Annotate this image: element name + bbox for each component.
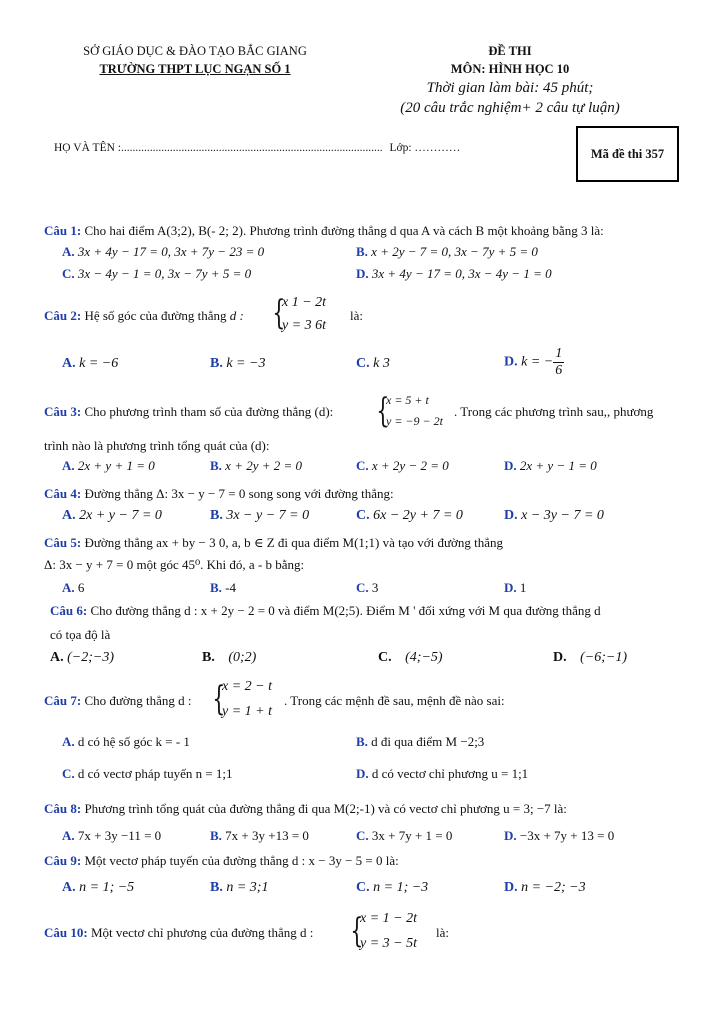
option-5c[interactable] (356, 580, 378, 596)
option-value: 7x + 3y +13 = 0 (225, 828, 309, 843)
system-line-2: y = −9 − 2t (386, 414, 443, 428)
option-key: C. (356, 828, 369, 843)
brace-icon: { (376, 391, 390, 431)
option-value: 6x − 2y + 7 = 0 (373, 508, 463, 523)
option-value: -4 (225, 580, 237, 595)
option-5b[interactable] (210, 580, 236, 596)
option-8c[interactable] (356, 828, 452, 844)
question-5 (44, 535, 682, 551)
option-value: 2x + y − 7 = 0 (79, 508, 162, 523)
option-key: D. (553, 650, 567, 665)
question-label: Câu 3: (44, 404, 82, 419)
option-key: B. (210, 880, 223, 895)
option-value: k = −6 (79, 356, 119, 371)
option-key: C. (356, 508, 370, 523)
option-9a[interactable] (62, 880, 134, 896)
option-key: D. (504, 508, 518, 523)
option-value: (−6;−1) (580, 650, 628, 665)
option-key: D. (504, 880, 518, 895)
option-7b[interactable] (356, 734, 484, 750)
question-10 (44, 925, 313, 941)
question-4 (44, 486, 394, 502)
option-key: A. (62, 880, 76, 895)
option-key: A. (62, 458, 75, 473)
option-value: k = − (521, 354, 554, 370)
option-value: 1 (519, 580, 527, 595)
question-text: Cho đường thẳng d : (84, 693, 192, 708)
option-key: B. (202, 650, 215, 665)
option-key: C. (356, 458, 369, 473)
option-value: x + 2y − 2 = 0 (371, 458, 449, 473)
option-key: B. (356, 244, 368, 259)
option-key: D. (356, 766, 369, 781)
question-6 (50, 603, 601, 619)
option-2c[interactable] (356, 356, 390, 372)
option-4c[interactable] (356, 508, 463, 524)
question-text: Phương trình tổng quát của đường thẳng đi qua M(2;-1) và có vectơ chỉ phương u = 3; −7 là: (84, 801, 567, 816)
question-line-2: Δ: 3x − y + 7 = 0 một góc 45⁰. Khi đó, a - b bằng: (44, 557, 305, 572)
question-3 (44, 404, 333, 420)
option-3b[interactable] (210, 458, 302, 474)
option-key: D. (504, 580, 517, 595)
option-value: 2x + y − 1 = 0 (519, 458, 597, 473)
option-key: D. (504, 828, 517, 843)
question-label: Câu 2: (44, 308, 82, 323)
exam-code: Mã đề thi 357 (590, 146, 665, 161)
school-name: TRƯỜNG THPT LỤC NGẠN SỐ 1 (99, 62, 291, 76)
question-1 (44, 223, 604, 239)
question-7 (44, 693, 192, 709)
question-text: Đường thẳng ax + by − 3 0, a, b ∈ Z đi qua điểm M(1;1) và tạo với đường thẳng (84, 535, 504, 550)
option-value: (4;−5) (405, 650, 443, 665)
option-key: B. (356, 734, 368, 749)
option-key: C. (378, 650, 392, 665)
option-7a[interactable] (62, 734, 190, 750)
option-key: C. (62, 266, 75, 281)
brace-icon: { (350, 911, 364, 951)
option-5a[interactable] (62, 580, 84, 596)
question-tail: là: (436, 925, 449, 940)
option-4d[interactable] (504, 508, 604, 524)
option-value: x + 2y + 2 = 0 (225, 458, 303, 473)
option-value: −3x + 7y + 13 = 0 (519, 828, 615, 843)
fraction-denominator: 6 (555, 363, 563, 378)
option-key: A. (50, 650, 64, 665)
question-text: Cho phương trình tham số của đường thẳng (d): (84, 404, 334, 419)
option-key: C. (356, 580, 369, 595)
option-key: A. (62, 244, 75, 259)
option-key: D. (504, 458, 517, 473)
question-label: Câu 5: (44, 535, 82, 550)
question-text: Đường thẳng Δ: 3x − y − 7 = 0 song song với đường thẳng: (84, 486, 394, 501)
option-key: A. (62, 734, 75, 749)
option-9c[interactable] (356, 880, 428, 896)
system-line-1: x = 1 − 2t (360, 911, 417, 926)
name-field (54, 142, 460, 154)
option-value: 3 (371, 580, 379, 595)
question-text: Một vectơ chỉ phương của đường thẳng d : (90, 925, 314, 940)
question-9 (44, 853, 399, 869)
option-value: d có vectơ chỉ phương u = 1;1 (371, 766, 529, 781)
system-line-1: x = 5 + t (386, 393, 429, 407)
option-1d[interactable] (356, 266, 552, 282)
option-key: B. (210, 458, 222, 473)
option-9d[interactable] (504, 880, 586, 896)
option-key: A. (62, 508, 76, 523)
option-value: d đi qua điểm M −2;3 (371, 734, 485, 749)
option-1c[interactable] (62, 266, 251, 282)
brace-icon: { (272, 293, 286, 333)
question-text: Một vectơ pháp tuyến của đường thẳng d : x − 3y − 5 = 0 là: (84, 853, 399, 868)
option-value: d có vectơ pháp tuyến n = 1;1 (77, 766, 233, 781)
fraction (553, 346, 564, 379)
question-text: Cho hai điểm A(3;2), B(- 2; 2). Phương trình đường thẳng d qua A và cách B một khoảng bằng 3 là: (84, 223, 604, 238)
question-text: Cho đường thẳng d : x + 2y − 2 = 0 và điểm M(2;5). Điểm M ' đối xứng với M qua đường thẳng d (90, 603, 601, 618)
question-label: Câu 10: (44, 925, 88, 940)
option-value: 3x + 7y + 1 = 0 (371, 828, 453, 843)
subject-title: MÔN: HÌNH HỌC 10 (450, 62, 570, 76)
option-value: 3x − 4y − 1 = 0, 3x − 7y + 5 = 0 (77, 266, 252, 281)
option-3a[interactable] (62, 458, 155, 474)
brace-icon: { (212, 679, 226, 719)
option-3d[interactable] (504, 458, 597, 474)
option-2a[interactable] (62, 356, 118, 372)
option-key: B. (210, 580, 222, 595)
question-label: Câu 9: (44, 853, 82, 868)
exam-code-box (576, 126, 679, 182)
option-value: 3x − y − 7 = 0 (226, 508, 310, 523)
option-6c[interactable] (378, 650, 443, 666)
system-line-2: y = 3 6t (282, 318, 327, 333)
option-value: 2x + y + 1 = 0 (77, 458, 155, 473)
option-key: B. (210, 356, 223, 371)
option-value: 6 (77, 580, 85, 595)
option-value: x + 2y − 7 = 0, 3x − 7y + 5 = 0 (371, 244, 538, 259)
department-name: SỞ GIÁO DỤC & ĐÀO TẠO BẮC GIANG (83, 44, 307, 58)
option-value: n = −2; −3 (521, 880, 586, 895)
question-label: Câu 1: (44, 223, 82, 238)
name-label: HỌ VÀ TÊN :........................................................................................... (54, 142, 383, 154)
option-7c[interactable] (62, 766, 233, 782)
option-5d[interactable] (504, 580, 526, 596)
system-line-2: y = 1 + t (222, 704, 272, 719)
option-1b[interactable] (356, 244, 538, 260)
class-label: Lớp: ………… (389, 142, 461, 154)
system-line-1: x 1 − 2t (282, 295, 327, 310)
option-key: D. (356, 266, 369, 281)
exam-structure: (20 câu trắc nghiệm+ 2 câu tự luận) (400, 100, 620, 116)
option-4a[interactable] (62, 508, 162, 524)
option-value: n = 3;1 (226, 880, 269, 895)
option-value: n = 1; −5 (79, 880, 135, 895)
question-tail: . Trong các mệnh đề sau, mệnh đề nào sai: (284, 693, 505, 708)
fraction-numerator: 1 (555, 346, 563, 361)
question-line-2: có tọa độ là (50, 627, 111, 642)
option-8b[interactable] (210, 828, 309, 844)
option-1a[interactable] (62, 244, 264, 260)
option-key: B. (210, 828, 222, 843)
exam-time: Thời gian làm bài: 45 phút; (426, 80, 594, 96)
system-line-1: x = 2 − t (222, 679, 272, 694)
option-key: C. (356, 880, 370, 895)
question-tail: . Trong các phương trình sau,, phương (454, 404, 654, 419)
option-key: A. (62, 580, 75, 595)
option-3c[interactable] (356, 458, 449, 474)
option-value: n = 1; −3 (373, 880, 429, 895)
question-line-2: trình nào là phương trình tổng quát của (d): (44, 438, 270, 453)
option-value: 3x + 4y − 17 = 0, 3x − 4y − 1 = 0 (371, 266, 552, 281)
option-2b[interactable] (210, 356, 265, 372)
option-value: x − 3y − 7 = 0 (521, 508, 604, 523)
option-key: B. (210, 508, 223, 523)
option-6a[interactable] (50, 650, 114, 666)
option-key: C. (356, 356, 370, 371)
question-8 (44, 801, 567, 817)
option-key: D. (504, 354, 518, 370)
option-6b[interactable] (202, 650, 256, 666)
question-2: Câu 2: Hệ số góc của đường thẳng d : (44, 308, 244, 323)
question-label: Câu 7: (44, 693, 82, 708)
question-label: Câu 4: (44, 486, 82, 501)
option-value: 7x + 3y −11 = 0 (77, 828, 162, 843)
option-key: A. (62, 828, 75, 843)
option-key: C. (62, 766, 75, 781)
option-value: (−2;−3) (67, 650, 115, 665)
option-value: k = −3 (226, 356, 266, 371)
option-key: A. (62, 356, 76, 371)
option-9b[interactable] (210, 880, 268, 896)
question-tail: là: (350, 308, 363, 323)
question-text: Hệ số góc của đường thẳng (84, 308, 227, 323)
option-value: d có hệ số góc k = - 1 (77, 734, 190, 749)
option-7d[interactable] (356, 766, 528, 782)
question-label: Câu 8: (44, 801, 82, 816)
option-8d[interactable] (504, 828, 614, 844)
option-value: (0;2) (228, 650, 257, 665)
option-6d[interactable] (553, 650, 627, 666)
option-8a[interactable] (62, 828, 161, 844)
option-value: k 3 (373, 356, 390, 371)
option-2d[interactable] (504, 346, 564, 379)
system-line-2: y = 3 − 5t (360, 936, 417, 951)
exam-title: ĐỀ THI (488, 44, 532, 58)
option-value: 3x + 4y − 17 = 0, 3x + 7y − 23 = 0 (77, 244, 265, 259)
question-label: Câu 6: (50, 603, 88, 618)
option-4b[interactable] (210, 508, 309, 524)
